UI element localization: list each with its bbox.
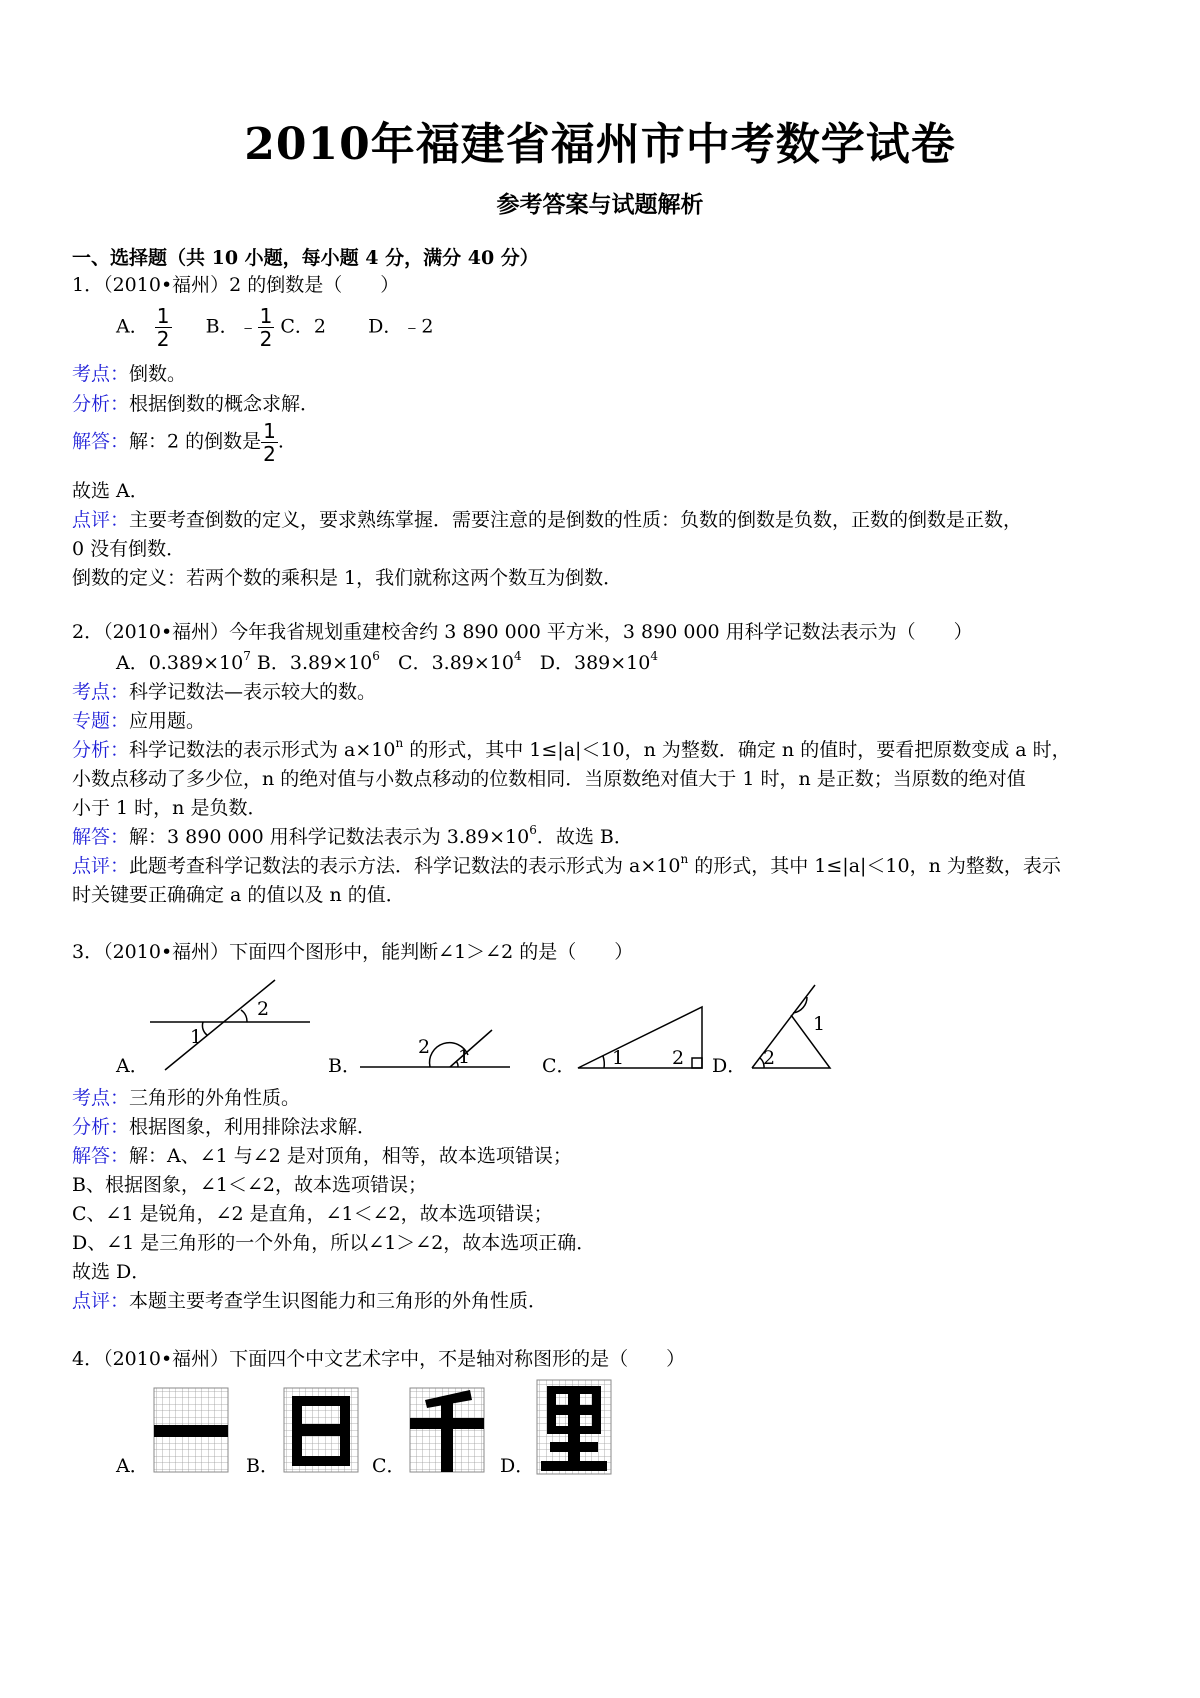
q4-option-b: B． <box>246 1455 279 1477</box>
q4-figures <box>0 1378 1200 1478</box>
q3-jieda-line2: B、根据图象，∠1＜∠2，故本选项错误； <box>72 1174 427 1196</box>
q3-option-b: B． <box>328 1055 361 1077</box>
page-subtitle: 参考答案与试题解析 <box>496 191 704 218</box>
q1-option-a-fraction: $\frac{1}{2}$ <box>156 304 170 351</box>
q2-dianping: 点评：此题考查科学记数法的表示方法．科学记数法的表示形式为 $a\times 10^n$ 的形式，其中 1≤|a|＜10，n 为整数，表示 <box>72 852 1061 877</box>
q2-dianping-line2: 时关键要正确确定 a 的值以及 n 的值． <box>72 884 405 906</box>
q1-option-c: C．2 <box>280 315 327 338</box>
q1-stem: 1．（2010•福州）2 的倒数是（ ） <box>72 274 400 296</box>
q3-stem: 3．（2010•福州）下面四个图形中，能判断∠1＞∠2 的是（ ） <box>72 941 634 963</box>
q1-dianping-line2: 0 没有倒数． <box>72 538 186 560</box>
q2-options <box>116 650 658 676</box>
q3-b-angle2: 2 <box>418 1036 431 1058</box>
q4-option-d: D． <box>500 1455 535 1477</box>
q4-figure-b <box>284 1388 358 1472</box>
q3-figures <box>0 975 1200 1085</box>
q3-option-a: A． <box>116 1055 149 1077</box>
q1-option-d: D．﹣2 <box>368 315 434 338</box>
section-heading: 一、选择题（共 10 小题，每小题 4 分，满分 40 分） <box>72 247 539 269</box>
q3-fenxi: 分析：根据图象，利用排除法求解． <box>72 1116 377 1138</box>
q2-option-a: A．$0.389\times 10^7$ <box>116 649 251 674</box>
q1-option-a: A． <box>116 315 149 338</box>
q3-c-angle2: 2 <box>672 1047 685 1069</box>
q3-jieda-line3: C、∠1 是锐角，∠2 是直角，∠1＜∠2，故本选项错误； <box>72 1203 553 1225</box>
q3-kaodian: 考点：三角形的外角性质。 <box>72 1087 301 1109</box>
q4-option-a: A． <box>116 1455 149 1477</box>
q1-option-b-fraction: $\frac{1}{2}$ <box>259 304 273 351</box>
q4-figure-a <box>154 1388 228 1472</box>
q1-jieda: 解答：解：2 的倒数是 $\frac{1}{2}$ . <box>72 419 284 466</box>
q2-option-d: D．$389\times 10^4$ <box>539 649 659 674</box>
q3-a-angle2: 2 <box>257 998 270 1020</box>
q3-jieda-line4: D、∠1 是三角形的一个外角，所以∠1＞∠2，故本选项正确． <box>72 1232 596 1254</box>
q1-options: A． $\frac{1}{2}$ B．﹣ $\frac{1}{2}$ C．2 D．﹣2 <box>116 304 434 351</box>
q1-fenxi: 分析：根据倒数的概念求解． <box>72 393 320 415</box>
q3-guxuan: 故选 D． <box>72 1261 151 1283</box>
q2-zhuanti: 专题：应用题。 <box>72 710 206 732</box>
q2-option-c: C．$3.89\times 10^4$ <box>398 649 522 674</box>
q1-option-b: B． <box>205 315 239 338</box>
q3-a-angle1: 1 <box>190 1026 203 1048</box>
q1-kaodian: 考点：倒数。 <box>72 363 187 385</box>
q3-d-angle2: 2 <box>763 1047 776 1069</box>
q4-figure-d <box>537 1380 611 1474</box>
q3-d-angle1: 1 <box>813 1013 826 1035</box>
q2-fenxi: 分析：科学记数法的表示形式为 $a\times 10^n$ 的形式，其中 1≤|a|＜10，n 为整数．确定 n 的值时，要看把原数变成 a 时， <box>72 736 1071 761</box>
q2-stem: 2．（2010•福州）今年我省规划重建校舍约 3 890 000 平方米，3 890 000 用科学记数法表示为（ ） <box>72 621 973 643</box>
q4-stem: 4．（2010•福州）下面四个中文艺术字中，不是轴对称图形的是（ ） <box>72 1348 686 1370</box>
q3-figure-b <box>360 1030 510 1067</box>
q3-b-angle1: 1 <box>458 1046 471 1068</box>
q3-figure-a <box>150 980 310 1070</box>
q2-kaodian: 考点：科学记数法—表示较大的数。 <box>72 681 377 703</box>
q4-option-c: C． <box>372 1455 406 1477</box>
q2-option-b: B．$3.89\times 10^6$ <box>256 649 380 674</box>
q4-figure-c <box>410 1388 484 1472</box>
q3-jieda: 解答：解：A、∠1 与∠2 是对顶角，相等，故本选项错误； <box>72 1145 572 1167</box>
q2-fenxi-line2: 小数点移动了多少位，n 的绝对值与小数点移动的位数相同．当原数绝对值大于 1 时，n 是正数；当原数的绝对值 <box>72 768 1026 790</box>
q2-jieda: 解答：解：3 890 000 用科学记数法表示为 $3.89\times 10^6$．故选 B． <box>72 823 633 848</box>
q3-option-d: D． <box>712 1055 747 1077</box>
q1-dianping: 点评：主要考查倒数的定义，要求熟练掌握．需要注意的是倒数的性质：负数的倒数是负数，正数的倒数是正数， <box>72 509 1023 531</box>
q3-option-c: C． <box>542 1055 576 1077</box>
q1-guxuan: 故选 A． <box>72 480 149 502</box>
page-title: 2010年福建省福州市中考数学试卷 <box>244 119 956 170</box>
q1-dianping-line3: 倒数的定义：若两个数的乘积是 1，我们就称这两个数互为倒数． <box>72 567 623 589</box>
q3-dianping: 点评：本题主要考查学生识图能力和三角形的外角性质． <box>72 1290 548 1312</box>
q3-c-angle1: 1 <box>612 1047 625 1069</box>
q2-fenxi-line3: 小于 1 时，n 是负数． <box>72 797 267 819</box>
